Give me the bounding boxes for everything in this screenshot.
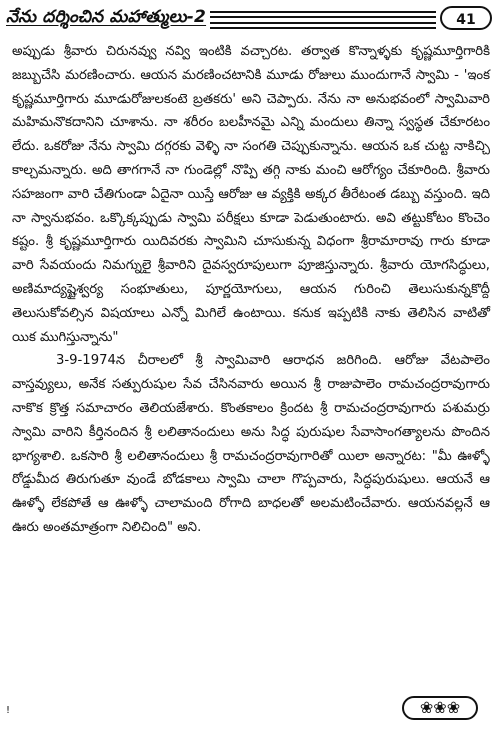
paragraph-1: అప్పుడు శ్రీవారు చిరునవ్వు నవ్వి ఇంటికి వచ్చారట. తర్వాత కొన్నాళ్ళకు కృష్ణమూర్తిగారికి జబ్బుచేసి మరణించారు. ఆయన మరణించటానికి మూడు రోజులు ముందుగానే స్వామి - 'ఇంక కృష్ణమూర్తిగారు మూడురోజులకంటె బ్రతకరు' అని చెప్పారు. నేను నా అనుభవంలో స్వామివారి మహిమనొకదానిని చూశాను. నా శరీరం బలహీనమై ఎన్ని మందులు తిన్నా స్వస్థత చేకూరటం లేదు. ఒకరోజు నేను స్వామి దగ్గరకు వెళ్ళి నా సంగతి చెప్పుకున్నాను. ఆయన ఒక చుట్ట నాకిచ్చి కాల్చమన్నారు. అది తాగగానే నా గుండెల్లో నొప్పి తగ్గి నాకు మంచి ఆరోగ్యం చేకూరింది. శ్రీవారు సహజంగా వారి చేతిగుండా ఏదైనా యిస్తే ఆరోజు ఆ వ్యక్తికి అక్కర తీరేటంత డబ్బు వస్తుంది. ఇది నా స్వానుభవం. ఒక్కొక్కప్పుడు స్వామి పరీక్షలు కూడా పెడుతుంటారు. అవి తట్టుకోటం కొంచెం కష్టం. శ్రీ కృష్ణమూర్తిగారు యిదివరకు స్వామిని చూసుకున్న విధంగా శ్రీరామారావు గారు కూడా వారి సేవయందు నిమగ్నులై శ్రీవారిని దైవస్వరూపులుగా పూజిస్తున్నారు. శ్రీవారు యోగసిద్ధులు, అణిమాద్యష్టైశ్వర్య సంభూతులు, పూర్ణయోగులు, ఆయన గురించి తెలుసుకున్నకొద్దీ తెలుసుకోవల్సిన విషయాలు ఎన్నో మిగిలే ఉంటాయి. కనుక ఇప్పటికి నాకు తెలిసిన వాటితో యిక ముగిస్తున్నాను": [12, 44, 490, 345]
page-number: 41: [440, 6, 492, 30]
footer-ornament: [402, 696, 478, 720]
header-rule: [210, 11, 436, 29]
flower-ornament-icon: ❀❀❀: [419, 698, 461, 717]
paragraph-2: 3-9-1974న చీరాలలో శ్రీ స్వామివారి ఆరాధన జరిగింది. ఆరోజు వేటపాలెం వాస్తవ్యులు, అనేక సత్పురుషుల సేవ చేసినవారు అయిన శ్రీ రాజుపాలెం రామచంద్రరావుగారు నాకొక క్రొత్త సమాచారం తెలియజేశారు. కొంతకాలం క్రిందట శ్రీ రామచంద్రరావుగారు పశుమర్రు స్వామి వారిని కీర్తినందిన శ్రీ లలితానందులు అను సిద్ధ పురుషుల సేవాసాంగత్యాలను పొందిన భాగ్యశాలి. ఒకసారి శ్రీ లలితానందులు శ్రీ రామచంద్రరావుగారితో యిలా అన్నారట: "మీ ఊళ్ళో రోడ్డుమీద తిరుగుతూ వుండే బోడకాలు స్వామి చాలా గొప్పవారు, సిద్ధపురుషులు. ఆయనే ఆ ఊళ్ళో లేకపోతే ఆ ఊళ్ళో చాలామంది రోగాది బాధలతో అలమటించేవారు. ఆయనవల్లనే ఆ ఊరు అంతమాత్రంగా నిలిచింది" అని.: [12, 353, 490, 535]
body-text: [12, 40, 490, 540]
margin-mark: !: [6, 705, 11, 716]
page-header: [4, 4, 496, 36]
running-title: నేను దర్శించిన మహాత్ములు-2: [6, 7, 207, 27]
